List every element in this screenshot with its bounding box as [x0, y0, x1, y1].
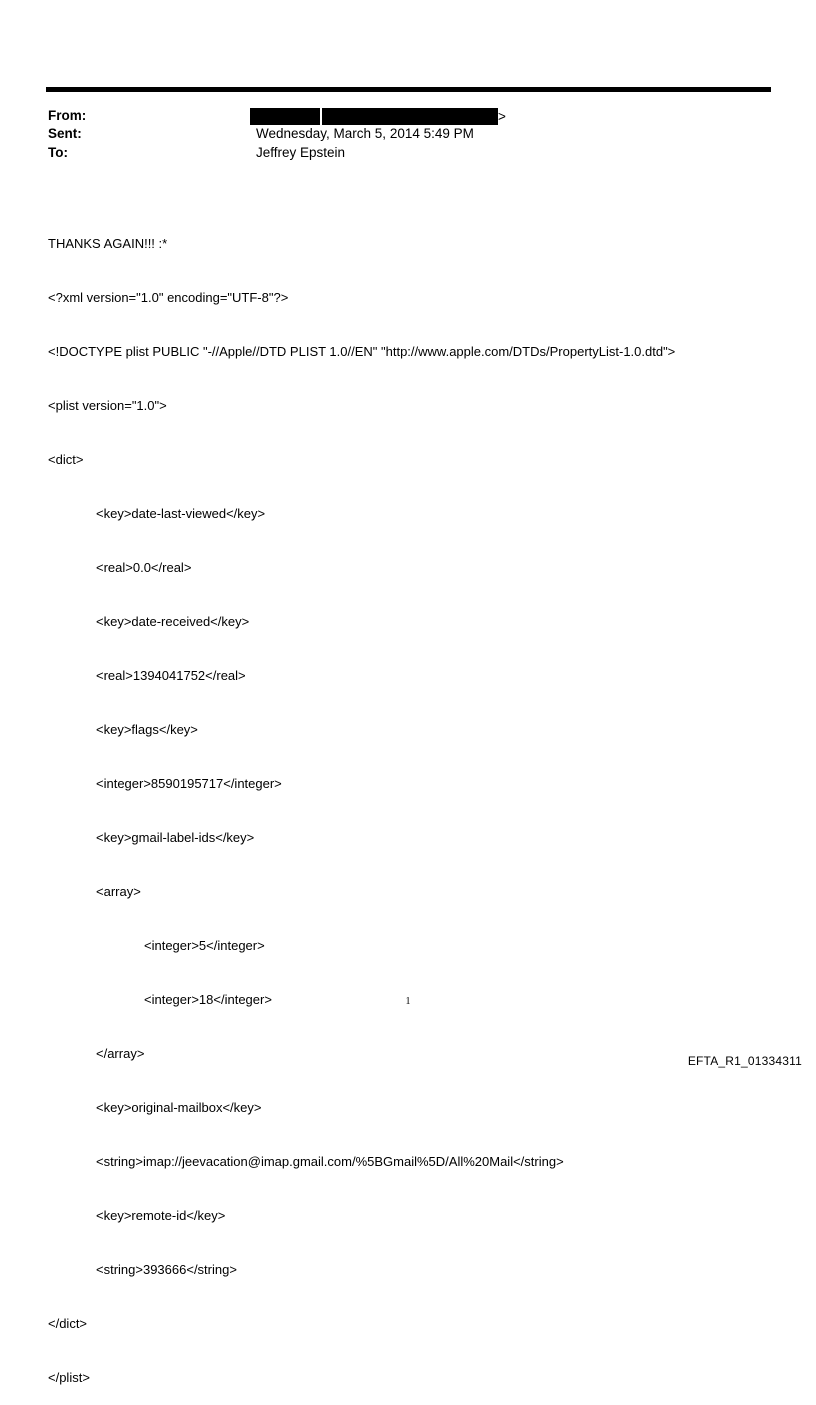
page-number: 1 [405, 996, 411, 1007]
body-line: <key>original-mailbox</key> [96, 1100, 262, 1115]
body-line: <plist version="1.0"> [48, 398, 167, 413]
body-line: <real>1394041752</real> [96, 668, 246, 683]
body-line: <key>remote-id</key> [96, 1208, 226, 1223]
body-line: <string>imap://jeevacation@imap.gmail.com/%5BGmail%5D/All%20Mail</string> [96, 1154, 564, 1169]
body-line: <key>flags</key> [96, 722, 198, 737]
sent-value: Wednesday, March 5, 2014 5:49 PM [256, 126, 474, 141]
header-divider [46, 87, 771, 92]
to-label: To: [48, 145, 68, 160]
body-line: <integer>5</integer> [144, 938, 265, 953]
body-line: <real>0.0</real> [96, 560, 192, 575]
body-line: <key>date-last-viewed</key> [96, 506, 266, 521]
from-value-suffix: > [498, 109, 506, 124]
body-line: <integer>18</integer> [144, 992, 272, 1007]
body-line: <key>gmail-label-ids</key> [96, 830, 255, 845]
body-line: <integer>8590195717</integer> [96, 776, 282, 791]
bates-number: EFTA_R1_01334311 [687, 1054, 802, 1068]
body-line: <!DOCTYPE plist PUBLIC "-//Apple//DTD PLIST 1.0//EN" "http://www.apple.com/DTDs/PropertyList-1.0.dtd"> [48, 344, 676, 359]
body-line: <key>date-received</key> [96, 614, 250, 629]
body-line: THANKS AGAIN!!! :* [48, 236, 168, 251]
redaction-block [250, 108, 320, 125]
body-line: </plist> [48, 1370, 90, 1385]
redaction-block [322, 108, 498, 125]
message-body [48, 199, 675, 1405]
sent-label: Sent: [48, 126, 82, 141]
from-label: From: [48, 108, 87, 123]
body-line: <dict> [48, 452, 84, 467]
body-line: </dict> [48, 1316, 88, 1331]
to-value: Jeffrey Epstein [256, 145, 346, 160]
body-line: <?xml version="1.0" encoding="UTF-8"?> [48, 290, 289, 305]
body-line: <array> [96, 884, 141, 899]
body-line: </array> [96, 1046, 145, 1061]
body-line: <string>393666</string> [96, 1262, 237, 1277]
